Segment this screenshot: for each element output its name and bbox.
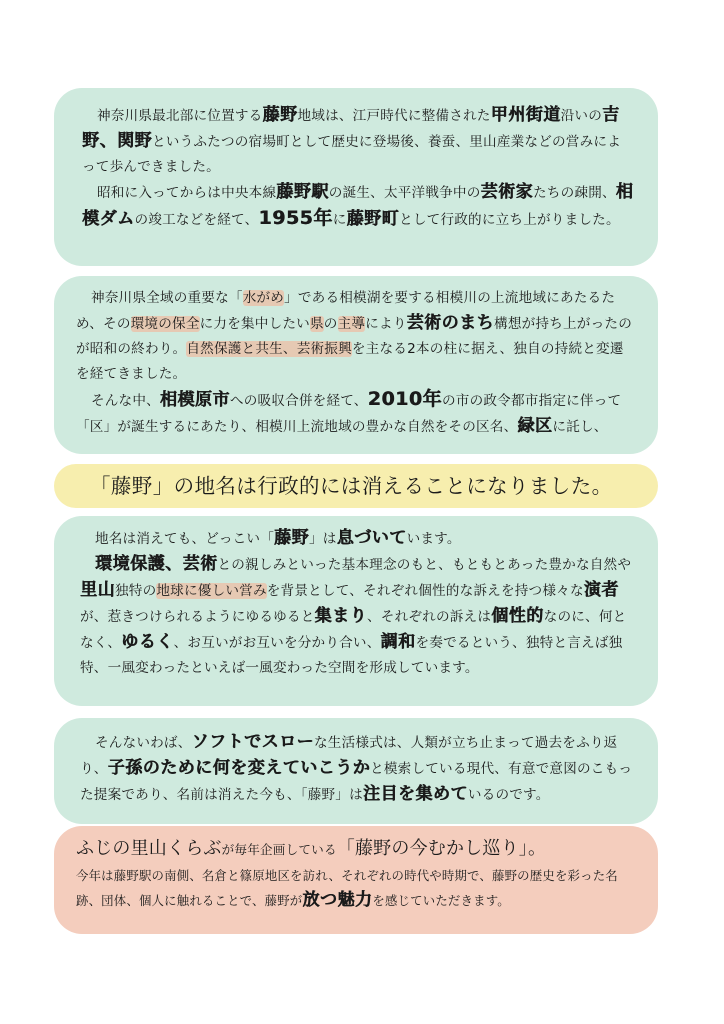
highlight-leadership: 主導 [337, 316, 366, 332]
text-run: により [365, 316, 407, 332]
still-alive-panel [54, 516, 658, 706]
text-run: な生活様式は、人類が立ち止まって過去をふり返り、 [80, 735, 618, 777]
emphasis-satoyama: 里山 [80, 580, 115, 600]
text-run: 地名は消えても、どっこい「 [94, 531, 274, 547]
text-run: というふたつの宿場町として歴史に登場後、養蚕、里山産業などの営みによって歩んできました。 [82, 134, 621, 175]
text-run: の誕生、太平洋戦争中の [328, 185, 481, 201]
emphasis-environment-art: 環境保護、芸術 [94, 554, 218, 574]
emphasis-midori-ku: 緑区 [517, 416, 553, 436]
art-town-paragraph-2 [76, 387, 634, 440]
emphasis-gather: 集まり [314, 606, 367, 626]
text-run: 沿いの [560, 108, 602, 124]
text-run: そんな中、 [90, 393, 160, 409]
name-disappears-banner [54, 464, 658, 508]
banner-text: 「藤野」の地名は行政的には消えることになりました。 [90, 474, 613, 498]
emphasis-charm: 放つ魅力 [302, 890, 373, 910]
emphasis-artists: 芸術家 [480, 182, 534, 202]
text-run: に力を集中したい [199, 316, 310, 332]
tour-title: 「藤野の今むかし巡り」。 [336, 838, 547, 859]
art-town-panel [54, 276, 658, 454]
text-run: の竣工などを経て、 [134, 212, 259, 228]
text-run: 構想が持ち上がったのが昭和の終わり。 [76, 316, 632, 357]
emphasis-fujino: 藤野 [274, 528, 309, 548]
slow-life-paragraph [80, 730, 636, 808]
still-alive-paragraph-2 [80, 552, 636, 681]
emphasis-fujino: 藤野 [262, 105, 298, 125]
text-run: に [332, 212, 347, 228]
text-run: に託し、 [552, 419, 608, 435]
tour-panel [54, 826, 658, 934]
text-run: の [323, 316, 338, 332]
history-paragraph-1 [82, 103, 634, 180]
text-run: 神奈川県最北部に位置する [96, 108, 263, 124]
emphasis-year-1955: 1955年 [258, 207, 333, 229]
text-run: そんないわば、 [94, 735, 192, 751]
highlight-environment: 環境の保全 [130, 316, 200, 332]
history-paragraph-2 [82, 180, 634, 233]
text-run: を感じていただきます。 [372, 893, 510, 908]
text-run: います。 [406, 531, 461, 547]
emphasis-attention: 注目を集めて [362, 784, 468, 804]
emphasis-sagamihara: 相模原市 [159, 390, 230, 410]
text-run: として行政的に立ち上がりました。 [399, 212, 620, 228]
text-run: との親しみといった基本理念のもと、もともとあった豊かな自然や [217, 557, 632, 573]
emphasis-soft-slow: ソフトでスロー [191, 732, 315, 752]
still-alive-paragraph-1 [80, 526, 636, 552]
emphasis-fujino-station: 藤野駅 [276, 182, 329, 202]
emphasis-yoshino-sekino: 吉野、関野 [82, 105, 620, 151]
text-run: 独特の [115, 583, 157, 599]
text-run: が、惹きつけられるようにゆるゆると [80, 609, 315, 625]
emphasis-harmony: 調和 [380, 632, 416, 652]
highlight-earth-friendly: 地球に優しい営み [156, 583, 267, 599]
text-run: 、それぞれの訴えは [367, 609, 492, 625]
highlight-prefecture: 県 [309, 316, 324, 332]
text-run: いるのです。 [467, 787, 550, 803]
emphasis-sagami-dam: 相模ダム [82, 182, 634, 229]
highlight-nature-art: 自然保護と共生、芸術振興 [186, 341, 352, 357]
history-panel [54, 88, 658, 266]
text-run: を奏でるという、独特と言えば独特、一風変わったといえば一風変わった空間を形成しています。 [80, 635, 623, 676]
text-run: 今年は藤野駅の南側、名倉と篠原地区を訪れ、それぞれの時代や時期で、藤野の歴史を彩った名跡、団体、個人に触れることで、藤野が [76, 868, 618, 908]
text-run: 地域は、江戸時代に整備された [297, 108, 491, 124]
emphasis-year-2010: 2010年 [367, 388, 442, 410]
text-run: を主なる2本の柱に据え、独自の持続と変遷を経てきました。 [76, 341, 624, 382]
highlight-water-reservoir: 水がめ [242, 290, 285, 306]
slow-life-panel [54, 718, 658, 824]
emphasis-loosely: ゆるく [121, 632, 174, 652]
emphasis-performers: 演者 [583, 580, 619, 600]
text-run: が毎年企画している [221, 842, 337, 857]
text-run: 」は [309, 531, 337, 547]
text-run: たちの疎開、 [533, 185, 616, 201]
text-run: と模索している現代、有意で意図のこもった提案であり、名前は消えた今も、「藤野」は [80, 761, 633, 803]
art-town-paragraph-1 [76, 286, 634, 387]
text-run: 、お互いがお互いを分かり合い、 [173, 635, 381, 651]
tour-description [76, 863, 638, 913]
club-name: ふじの里山くらぶ [76, 838, 222, 859]
emphasis-alive: 息づいて [336, 528, 407, 548]
text-run: の市の政令都市指定に伴って「区」が誕生するにあたり、相模川上流地域の豊かな自然をその区名、 [76, 393, 622, 435]
text-run: なのに、何となく、 [80, 609, 627, 651]
text-run: 神奈川県全域の重要な「 [90, 290, 243, 306]
emphasis-fujino-town: 藤野町 [346, 209, 400, 229]
emphasis-koshu-kaido: 甲州街道 [490, 105, 561, 125]
text-run: への吸収合併を経て、 [229, 393, 368, 409]
emphasis-art-town: 芸術のまち [406, 313, 495, 333]
text-run: を背景として、それぞれ個性的な訴えを持つ様々な [266, 583, 584, 599]
emphasis-descendants: 子孫のために何を変えていこうか [107, 758, 371, 778]
text-run: 昭和に入ってからは中央本線 [96, 185, 277, 201]
emphasis-individual: 個性的 [491, 606, 544, 626]
tour-heading [76, 836, 638, 863]
text-run: 」である相模湖を要する相模川の上流地域にあたるため、その [76, 290, 616, 332]
